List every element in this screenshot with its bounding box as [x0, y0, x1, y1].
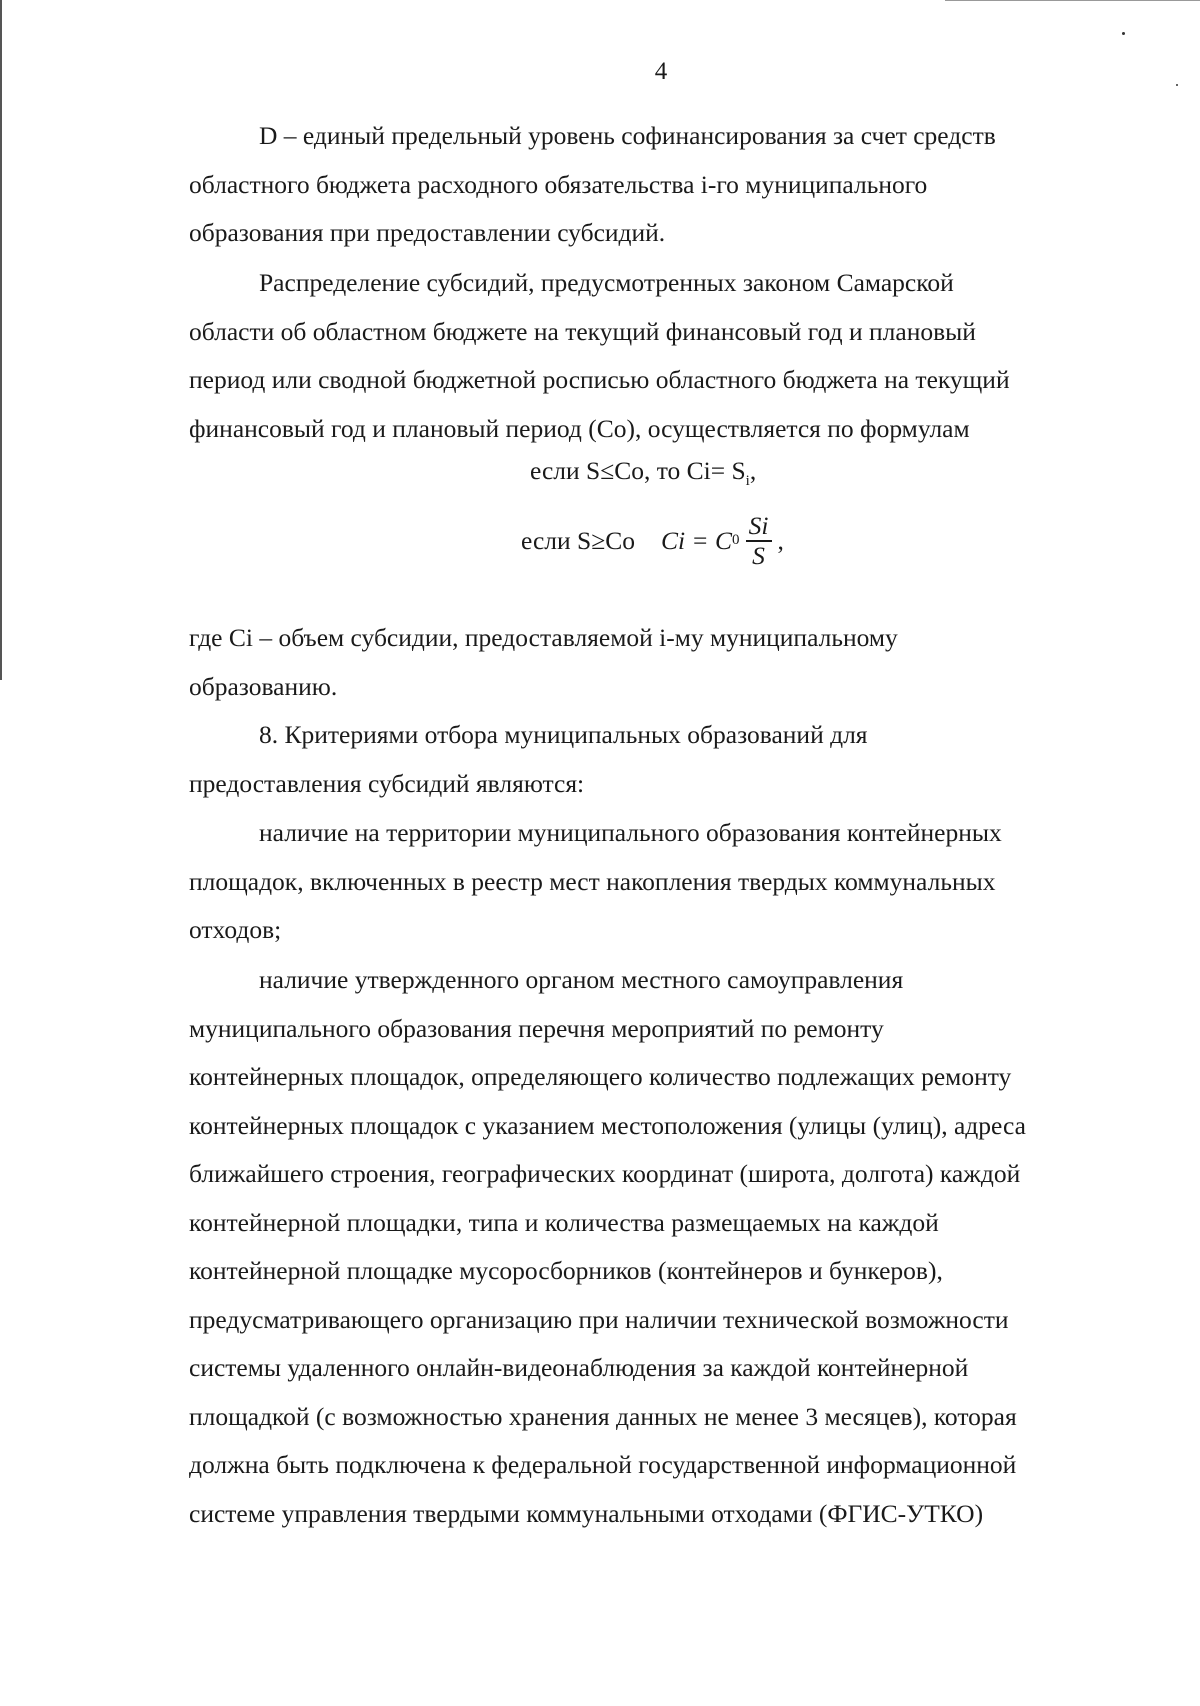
- text-line: предоставления субсидий являются:: [189, 768, 585, 798]
- text-line: области об областном бюджете на текущий финансовый год и плановый: [189, 316, 976, 346]
- text-line: образованию.: [189, 671, 338, 701]
- text-line: где Ci – объем субсидии, предоставляемой i-му муниципальному: [189, 623, 898, 652]
- formula-punct: ,: [777, 525, 784, 555]
- text-line: площадкой (с возможностью хранения данных не менее 3 месяцев), которая: [189, 1401, 1017, 1431]
- text-line: 8. Критериями отбора муниципальных образований для: [259, 720, 868, 749]
- formula-case-less: [530, 456, 756, 490]
- text-line: наличие на территории муниципального образования контейнерных: [259, 818, 1002, 847]
- paragraph-criteria: [189, 711, 1132, 808]
- paragraph-d-definition: [189, 112, 1132, 258]
- paragraph-repair-list: [189, 956, 1132, 1538]
- text-line: ближайшего строения, географических координат (широта, долгота) каждой: [189, 1159, 1021, 1188]
- formula-lhs: Ci = C: [660, 525, 733, 555]
- paragraph-ci-definition: [189, 614, 1132, 711]
- text-line: площадок, включенных в реестр мест накопления твердых коммунальных: [189, 866, 996, 896]
- text-line: муниципального образования перечня мероприятий по ремонту: [189, 1013, 884, 1043]
- text-line: областного бюджета расходного обязательства i-го муниципального: [189, 169, 928, 199]
- formula-lhs-subscript: 0: [732, 532, 740, 549]
- paragraph-distribution: [189, 259, 1132, 453]
- formula-punct: ,: [749, 456, 757, 485]
- text-line: должна быть подключена к федеральной государственной информационной: [189, 1450, 1017, 1479]
- text-line: контейнерных площадок, определяющего количество подлежащих ремонту: [189, 1062, 1012, 1091]
- text-line: период или сводной бюджетной росписью областного бюджета на текущий: [189, 365, 1010, 394]
- fraction-denominator: S: [752, 540, 765, 570]
- formula-text: если S≤Co, то Ci= S: [530, 456, 746, 485]
- text-line: предусматривающего организацию при наличии технической возможности: [189, 1304, 1009, 1334]
- text-line: отходов;: [189, 915, 282, 944]
- paragraph-container-sites: [189, 809, 1132, 955]
- formula-subscript: i: [745, 473, 750, 490]
- text-line: Распределение субсидий, предусмотренных законом Самарской: [259, 268, 954, 297]
- text-line: системы удаленного онлайн-видеонаблюдения за каждой контейнерной: [189, 1353, 969, 1382]
- page-number: 4: [654, 58, 668, 85]
- formula-fraction: [746, 512, 772, 570]
- formula-math: [661, 512, 784, 570]
- scan-edge-artifact: [0, 0, 2, 680]
- text-line: контейнерных площадок с указанием местоположения (улицы (улиц), адреса: [189, 1110, 1026, 1140]
- text-line: системе управления твердыми коммунальными отходами (ФГИС-УТКО): [189, 1498, 984, 1528]
- text-line: контейнерной площадки, типа и количества размещаемых на каждой: [189, 1207, 939, 1237]
- fraction-numerator: Si: [748, 511, 769, 540]
- text-line: образования при предоставлении субсидий.: [189, 218, 666, 247]
- text-line: финансовый год и плановый период (Co), осуществляется по формулам: [189, 413, 970, 443]
- formula-condition: если S≥Co: [521, 525, 635, 555]
- text-line: наличие утвержденного органом местного самоуправления: [259, 965, 904, 994]
- scan-speck: [1122, 32, 1125, 35]
- scan-top-artifact: [945, 0, 1200, 1]
- text-line: D – единый предельный уровень софинансирования за счет средств: [259, 121, 996, 150]
- formula-case-greater: [521, 512, 784, 570]
- text-line: контейнерной площадке мусоросборников (контейнеров и бункеров),: [189, 1256, 943, 1285]
